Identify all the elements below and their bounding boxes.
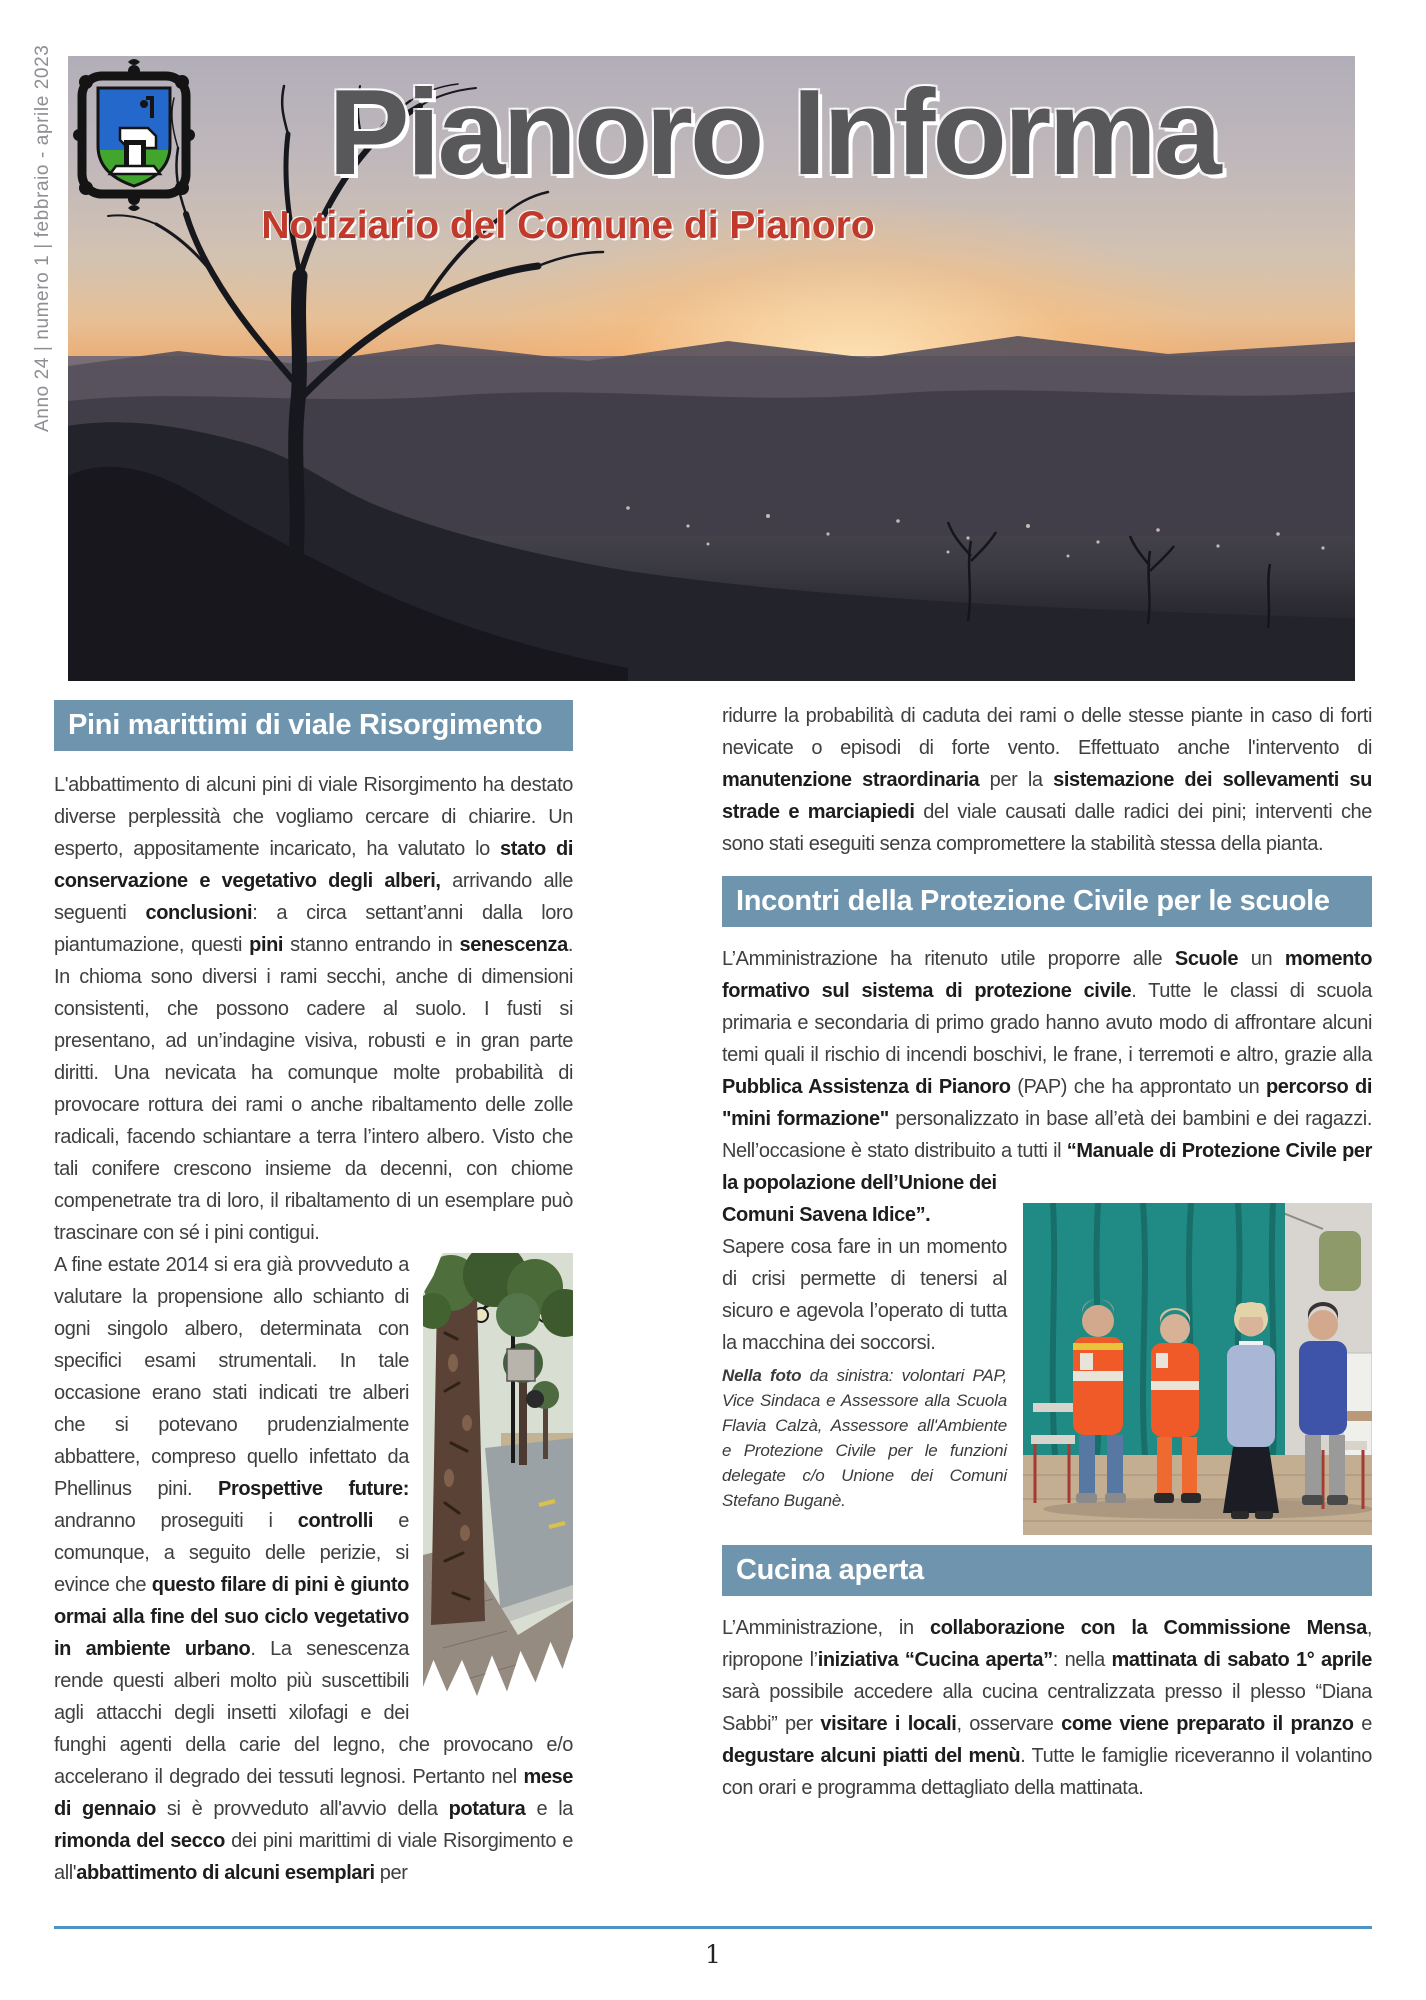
article-paragraph: ridurre la probabilità di caduta dei rami o delle stesse piante in caso di forti nevicate o episodi di forte vento. Effettuato anche l'intervento di manutenzione straordinaria per la sistemazione dei sollevamenti su strade e marciapiedi del viale causati dalle radici dei pini; interventi che sono stati eseguiti senza compromettere la stabilità stessa della pianta. — [722, 705, 1372, 855]
page-number: 1 — [705, 1940, 721, 1969]
edition-info-vertical: Anno 24 | numero 1 | febbraio - aprile 2023 — [32, 44, 53, 432]
left-column — [54, 700, 573, 1889]
section-heading-cucina-aperta: Cucina aperta — [722, 1545, 1372, 1596]
photo-caption: Nella foto da sinistra: volontari PAP, Vice Sindaca e Assessore alla Scuola Flavia Calzà, Assessore all'Ambiente e Protezione Civile per le funzioni delegate c/o Unione dei Comuni Stefano Buganè. — [722, 1366, 1007, 1510]
article-paragraph: Sapere cosa fare in un momento di crisi permette di tenersi al sicuro e agevola l’operato di tutta la macchina dei soccorsi. — [722, 1236, 1007, 1354]
street-photo — [423, 1253, 573, 1705]
group-photo-illustration — [1023, 1203, 1372, 1535]
article-paragraph: L’Amministrazione, in collaborazione con la Commissione Mensa, ripropone l’iniziativa “Cucina aperta”: nella mattinata di sabato 1° aprile sarà possibile accedere alla cucina centralizzata presso il plesso “Diana Sabbi” per visitare i locali, osservare come viene preparato il pranzo e degustare alcuni piatti del menù. Tutte le famiglie riceveranno il volantino con orari e programma dettagliato della mattinata. — [722, 1617, 1372, 1799]
article-paragraph: A fine estate 2014 si era già provveduto a valutare la propensione allo schianto di ogni singolo albero, determinata con specifici esami strumentali. In tale occasione erano stati indicati tre alberi che si potevano prudenzialmente abbattere, compreso quello infettato da Phellinus pini. Prospettive future: andranno proseguiti i controlli e comunque, a seguito delle perizie, si evince che questo filare di pini è giunto ormai alla fine del suo ciclo vegetativo in ambiente urbano. La senescenza rende questi alberi molto più suscettibili agli attacchi degli insetti xilofagi e dei funghi agenti della carie del legno, che provocano e/o accelerano il degrado dei tessuti legnosi. Pertanto nel mese di gennaio si è provveduto all'avvio della potatura e la rimonda del secco dei pini marittimi di viale Risorgimento e all'abbattimento di alcuni esemplari per — [54, 1254, 573, 1884]
article-paragraph: L'abbattimento di alcuni pini di viale Risorgimento ha destato diverse perplessità che vogliamo cercare di chiarire. Un esperto, appositamente incaricato, ha valutato lo stato di conservazione e vegetativo degli alberi, arrivando alle seguenti conclusioni: a circa settant’anni dalla loro piantumazione, questi pini stanno entrando in senescenza. In chioma sono diversi i rami secchi, anche di dimensioni consistenti, che possono cadere al suolo. I fusti si presentano, ad un’indagine visiva, robusti e in gran parte diritti. Una nevicata ha comunque molte probabilità di provocare rottura dei rami o anche ribaltamento delle zolle radicali, facendo schiantare a terra l’intero albero. Visto che tali conifere crescono insieme da decenni, con chiome compenetrate tra di loro, il ribaltamento di un esemplare può trascinare con sé i pini contigui. — [54, 774, 574, 1244]
article-paragraph: L’Amministrazione ha ritenuto utile proporre alle Scuole un momento formativo sul sistema di protezione civile. Tutte le classi di scuola primaria e secondaria di primo grado hanno avuto modo di affrontare alcuni temi quali il rischio di incendi boschivi, le frane, i terremoti e altro, grazie alla Pubblica Assistenza di Pianoro (PAP) che ha approntato un percorso di "mini formazione" personalizzato in base all’età dei bambini e dei ragazzi. Nell’occasione è stato distribuito a tutti il “Manuale di Protezione Civile per la popolazione dell’Unione dei — [722, 948, 1373, 1194]
footer-rule — [54, 1926, 1372, 1929]
pianoro-coat-of-arms — [68, 56, 200, 218]
section-heading-protezione-civile: Incontri della Protezione Civile per le scuole — [722, 876, 1372, 927]
article-paragraph: Comuni Savena Idice”. — [722, 1204, 931, 1226]
newsletter-title: Pianoro Informa — [328, 64, 1219, 200]
street-photo-illustration — [423, 1253, 573, 1705]
cover-photo — [68, 56, 1355, 681]
right-column — [722, 700, 1372, 1804]
section-heading-pini: Pini marittimi di viale Risorgimento — [54, 700, 573, 751]
group-photo — [1023, 1203, 1372, 1535]
newsletter-subtitle: Notiziario del Comune di Pianoro — [261, 204, 875, 247]
